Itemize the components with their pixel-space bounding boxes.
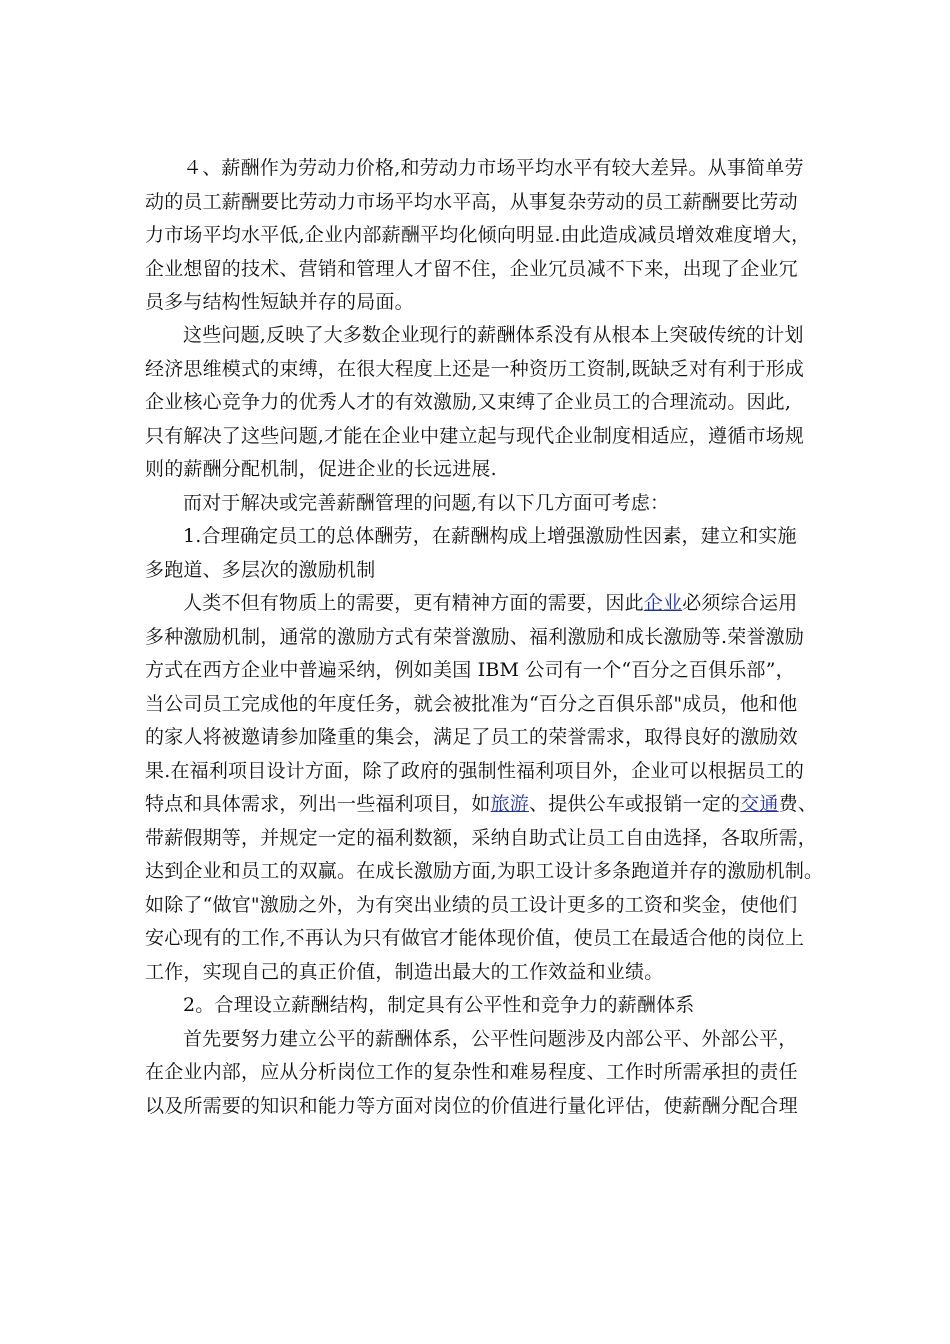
paragraph-line: 特点和具体需求，列出一些福利项目，如旅游、提供公车或报销一定的交通费、: [145, 793, 818, 815]
paragraph-line: 这些问题,反映了大多数企业现行的薪酬体系没有从根本上突破传统的计划: [183, 324, 804, 346]
paragraph-line: 而对于解决或完善薪酬管理的问题,有以下几方面可考虑：: [183, 492, 670, 514]
paragraph-line: 达到企业和员工的双赢。在成长激励方面,为职工设计多条跑道并存的激励机制。: [145, 860, 824, 882]
paragraph-line: 员多与结构性短缺并存的局面。: [145, 291, 414, 313]
paragraph-line: 的家人将被邀请参加隆重的集会，满足了员工的荣誉需求，取得良好的激励效: [145, 726, 798, 748]
link-travel[interactable]: 旅游: [490, 793, 530, 815]
paragraph-line: 则的薪酬分配机制，促进企业的长远进展.: [145, 458, 497, 480]
paragraph-line: 工作，实现自己的真正价值，制造出最大的工作效益和业绩。: [145, 961, 664, 983]
paragraph-line: 安心现有的工作,不再认为只有做官才能体现价值，使员工在最适合他的岗位上: [145, 927, 805, 949]
paragraph-line: 企业核心竞争力的优秀人才的有效激励,又束缚了企业员工的合理流动。因此,: [145, 391, 792, 413]
section-heading-line: 1.合理确定员工的总体酬劳，在薪酬构成上增强激励性因素，建立和实施: [183, 525, 797, 547]
paragraph-line: 力市场平均水平低,企业内部薪酬平均化倾向明显.由此造成减员增效难度增大，: [145, 224, 811, 246]
section-heading-line: 多跑道、多层次的激励机制: [145, 559, 376, 581]
paragraph-line: 以及所需要的知识和能力等方面对岗位的价值进行量化评估，使薪酬分配合理: [145, 1095, 798, 1117]
paragraph-line: 如除了“做官"激励之外，为有突出业绩的员工设计更多的工资和奖金，使他们: [145, 894, 798, 916]
paragraph-line: ４、薪酬作为劳动力价格,和劳动力市场平均水平有较大差异。从事简单劳: [183, 157, 804, 179]
paragraph-line: 企业想留的技术、营销和管理人才留不住，企业冗员减不下来，出现了企业冗: [145, 258, 798, 280]
paragraph-line: 在企业内部，应从分析岗位工作的复杂性和难易程度、工作时所需承担的责任: [145, 1061, 798, 1083]
paragraph-line: 带薪假期等，并规定一定的福利数额，采纳自助式让员工自由选择，各取所需，: [145, 827, 818, 849]
paragraph-line: 当公司员工完成他的年度任务，就会被批准为“百分之百俱乐部"成员，他和他: [145, 693, 798, 715]
link-transport[interactable]: 交通: [740, 793, 779, 815]
link-enterprise[interactable]: 企业: [643, 592, 683, 614]
paragraph-line: 只有解决了这些问题,才能在企业中建立起与现代企业制度相适应，遵循市场规: [145, 425, 805, 447]
paragraph-line: 经济思维模式的束缚，在很大程度上还是一种资历工资制,既缺乏对有利于形成: [145, 358, 805, 380]
paragraph-line: 动的员工薪酬要比劳动力市场平均水平高，从事复杂劳动的员工薪酬要比劳动: [145, 191, 798, 213]
section-heading-line: 2。合理设立薪酬结构，制定具有公平性和竞争力的薪酬体系: [183, 994, 695, 1016]
paragraph-line: 方式在西方企业中普遍采纳，例如美国 IBM 公司有一个“百分之百俱乐部”，: [145, 659, 795, 681]
paragraph-line: 首先要努力建立公平的薪酬体系，公平性问题涉及内部公平、外部公平，: [183, 1028, 798, 1050]
paragraph-line: 多种激励机制，通常的激励方式有荣誉激励、福利激励和成长激励等.荣誉激励: [145, 626, 805, 648]
paragraph-line: 果.在福利项目设计方面，除了政府的强制性福利项目外，企业可以根据员工的: [145, 760, 805, 782]
paragraph-line: 人类不但有物质上的需要，更有精神方面的需要，因此企业必须综合运用: [183, 592, 798, 614]
